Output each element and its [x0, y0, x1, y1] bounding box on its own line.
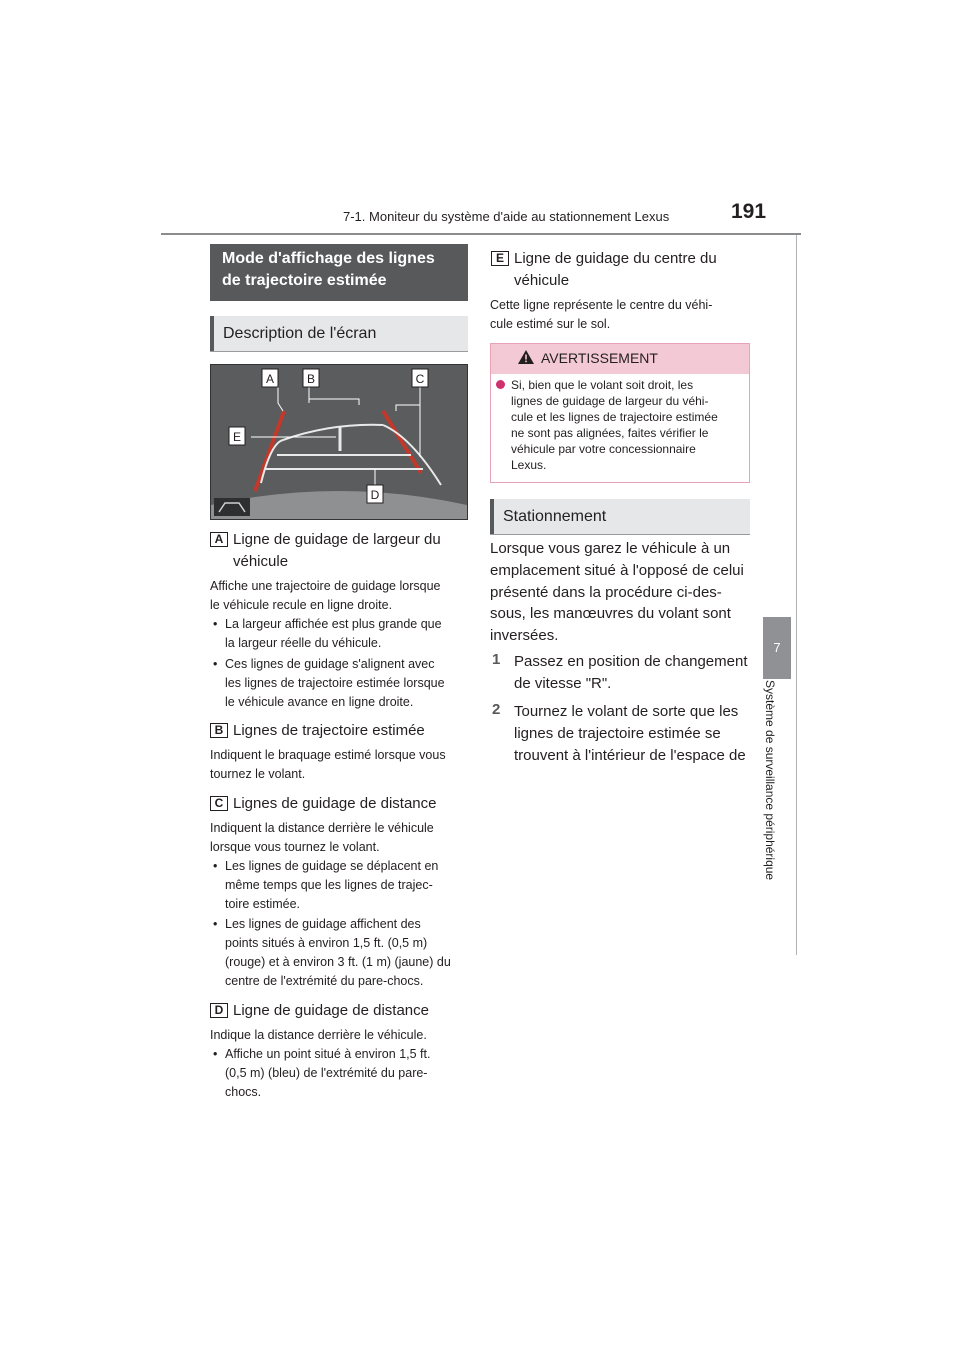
- camera-screen-illustration: [210, 364, 468, 520]
- item-a-bullet-2: • Ces lignes de guidage s'alignent avec les lignes de trajectoire estimée lorsque le véhicule avance en ligne droite.: [213, 657, 445, 709]
- warning-text: Si, bien que le volant soit droit, les lignes de guidage de largeur du véhi- cule et les lignes de trajectoire estimée ne sont pas alignées, faites vérifier le véhicule par votre concessionnaire Lexus.: [511, 378, 718, 472]
- tag-a: A: [210, 532, 228, 547]
- description-subheading: Description de l'écran: [210, 316, 468, 352]
- warning-triangle-icon: [517, 349, 535, 370]
- item-b-title: Lignes de trajectoire estimée: [233, 722, 425, 739]
- tag-d: D: [210, 1003, 228, 1018]
- warning-box: [490, 343, 750, 483]
- diagram-label-e: E: [232, 430, 242, 444]
- item-a-title: Ligne de guidage de largeur du véhicule: [233, 531, 441, 570]
- item-c-title: Lignes de guidage de distance: [233, 795, 437, 812]
- warning-bullet-icon: [496, 380, 505, 389]
- diagram-label-b: B: [306, 372, 316, 386]
- side-rule: [796, 235, 797, 955]
- step-1-text: Passez en position de changement de vitesse "R".: [514, 653, 748, 692]
- chapter-tab: 7: [763, 617, 791, 679]
- tag-b: B: [210, 723, 228, 738]
- item-d-title: Ligne de guidage de distance: [233, 1002, 429, 1019]
- tag-c: C: [210, 796, 228, 811]
- section-title: 7-1. Moniteur du système d'aide au stationnement Lexus: [343, 209, 670, 224]
- item-c-bullet-2: • Les lignes de guidage affichent des points situés à environ 1,5 ft. (0,5 m) (rouge) et à environ 3 ft. (1 m) (jaune) du centre de l'extrémité du pare-chocs.: [213, 917, 451, 988]
- parking-subheading: Stationnement: [490, 499, 750, 535]
- page-number: 191: [731, 200, 767, 223]
- item-d-text: Indique la distance derrière le véhicule.: [210, 1028, 427, 1042]
- diagram-label-c: C: [415, 372, 425, 386]
- diagram-label-d: D: [370, 488, 380, 502]
- item-b-text: Indiquent le braquage estimé lorsque vous tournez le volant.: [210, 748, 446, 781]
- item-a-bullet-1: • La largeur affichée est plus grande que la largeur réelle du véhicule.: [213, 617, 442, 650]
- item-c-text: Indiquent la distance derrière le véhicule lorsque vous tournez le volant.: [210, 821, 434, 854]
- tag-e: E: [491, 251, 509, 266]
- step-2-text: Tournez le volant de sorte que les lignes de trajectoire estimée se trouvent à l'intérieur de l'espace de: [514, 703, 746, 764]
- diagram-label-a: A: [265, 372, 275, 386]
- item-a-text: Affiche une trajectoire de guidage lorsque le véhicule recule en ligne droite.: [210, 579, 441, 612]
- step-2-number: 2: [492, 701, 501, 718]
- item-e-text: Cette ligne représente le centre du véhi- cule estimé sur le sol.: [490, 298, 713, 331]
- header-rule: [161, 233, 801, 235]
- warning-header: AVERTISSEMENT: [491, 344, 749, 374]
- item-c-bullet-1: • Les lignes de guidage se déplacent en même temps que les lignes de trajec- toire estimée.: [213, 859, 439, 911]
- parking-paragraph: Lorsque vous garez le véhicule à un emplacement situé à l'opposé de celui présenté dans la procédure ci-des- sous, les manœuvres du volant sont inversées.: [490, 540, 744, 645]
- item-d-bullet-1: • Affiche un point situé à environ 1,5 ft. (0,5 m) (bleu) de l'extrémité du pare- chocs.: [213, 1047, 431, 1099]
- step-1-number: 1: [492, 651, 501, 668]
- item-e-title: Ligne de guidage du centre du véhicule: [514, 250, 717, 289]
- section-heading: Mode d'affichage des lignes de trajectoire estimée: [210, 244, 468, 301]
